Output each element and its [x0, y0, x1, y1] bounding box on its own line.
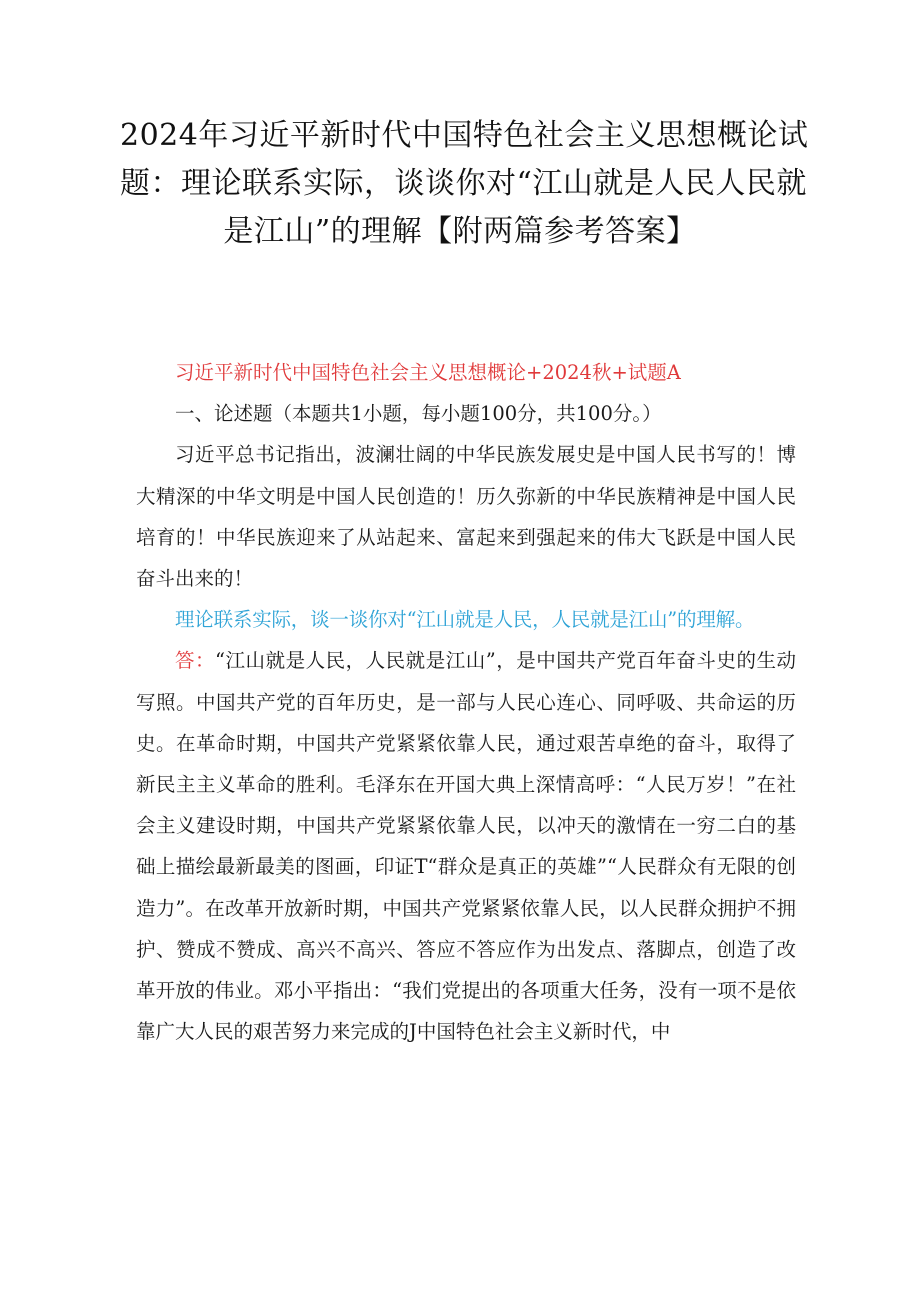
answer-label: 答： [175, 649, 216, 673]
document-body [136, 352, 796, 1052]
essay-question: 理论联系实际，谈一谈你对“江山就是人民，人民就是江山”的理解。 [175, 608, 755, 632]
prompt-paragraph: 习近平总书记指出，波澜壮阔的中华民族发展史是中国人民书写的！博大精深的中华文明是中国人民创造的！历久弥新的中华民族精神是中国人民培育的！中华民族迎来了从站起来、富起来到强起来的伟大飞跃是中国人民奋斗出来的！ [136, 443, 796, 591]
exam-subtitle: 习近平新时代中国特色社会主义思想概论+2024秋+试题A [175, 361, 681, 384]
title-line-2: 题：理论联系实际，谈谈你对“江山就是人民人民就 [120, 166, 807, 201]
title-line-3: 是江山”的理解【附两篇参考答案】 [223, 214, 697, 249]
section-heading: 一、论述题（本题共1小题，每小题100分，共100分。） [175, 402, 662, 426]
document-title [120, 112, 809, 256]
answer-text: “江山就是人民，人民就是江山”，是中国共产党百年奋斗史的生动写照。中国共产党的百年历史，是一部与人民心连心、同呼吸、共命运的历史。在革命时期，中国共产党紧紧依靠人民，通过艰苦卓绝的奋斗，取得了新民主主义革命的胜利。毛泽东在开国大典上深情高呼：“人民万岁！”在社会主义建设时期，中国共产党紧紧依靠人民，以冲天的激情在一穷二白的基础上描绘最新最美的图画，印证T“群众是真正的英雄”“人民群众有无限的创造力”。在改革开放新时期，中国共产党紧紧依靠人民，以人民群众拥护不拥护、赞成不赞成、高兴不高兴、答应不答应作为出发点、落脚点，创造了改革开放的伟业。邓小平指出：“我们党提出的各项重大任务，没有一项不是依靠广大人民的艰苦努力来完成的J中国特色社会主义新时代，中 [136, 649, 796, 1044]
answer-paragraph [136, 640, 796, 1052]
title-line-1: 2024年习近平新时代中国特色社会主义思想概论试 [120, 118, 809, 153]
